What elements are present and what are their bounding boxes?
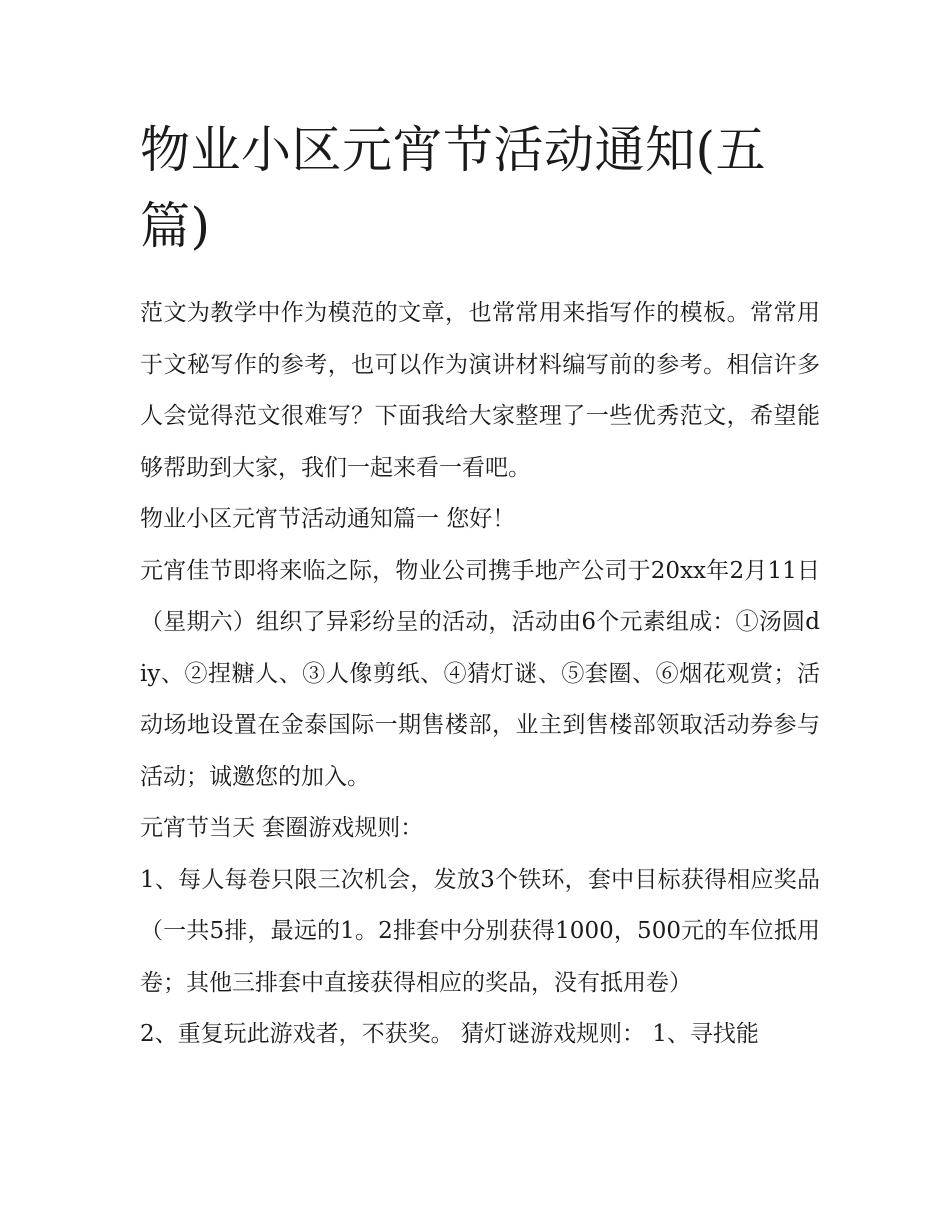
intro-paragraph: 范文为教学中作为模范的文章，也常常用来指写作的模板。常常用于文秘写作的参考，也可以作为演讲材料编写前的参考。相信许多人会觉得范文很难写？下面我给大家整理了一些优秀范文，希望能够帮助到大家，我们一起来看一看吧。 <box>140 300 820 481</box>
event-description-paragraph: 元宵佳节即将来临之际，物业公司携手地产公司于20xx年2月11日（星期六）组织了异彩纷呈的活动，活动由6个元素组成：①汤圆diy、②捏糖人、③人像剪纸、④猜灯谜、⑤套圈、⑥烟花观赏；活动场地设置在金泰国际一期售楼部，业主到售楼部领取活动券参与活动；诚邀您的加入。 <box>140 557 820 790</box>
rule-item-2: 2、重复玩此游戏者，不获奖。 猜灯谜游戏规则： 1、寻找能 <box>140 1021 759 1047</box>
ring-toss-rules-heading: 元宵节当天 套圈游戏规则： <box>140 815 424 841</box>
rule-item-1: 1、每人每卷只限三次机会，发放3个铁环，套中目标获得相应奖品（一共5排，最远的1。2排套中分别获得1000，500元的车位抵用卷；其他三排套中直接获得相应的奖品，没有抵用卷） <box>140 866 820 996</box>
section-heading-greeting: 物业小区元宵节活动通知篇一 您好！ <box>140 506 516 532</box>
document-title: 物业小区元宵节活动通知(五篇) <box>140 121 767 255</box>
document-page <box>140 112 820 1061</box>
